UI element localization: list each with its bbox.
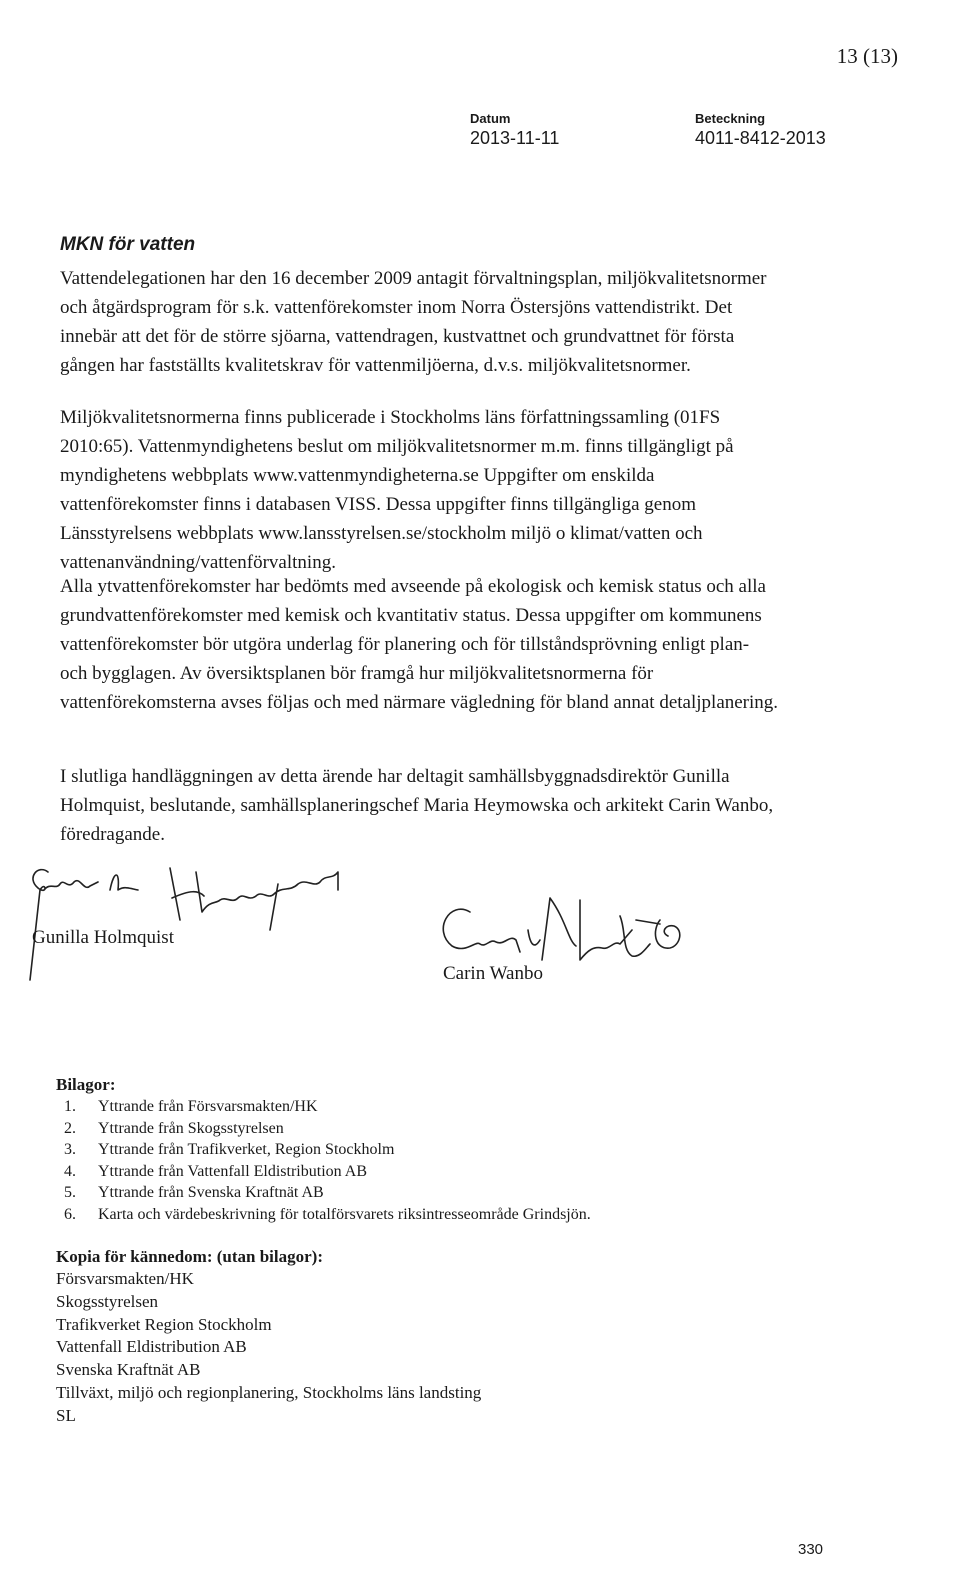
datum-label: Datum <box>470 111 511 126</box>
list-item-text: Yttrande från Skogsstyrelsen <box>98 1119 284 1137</box>
paragraph-1: Vattendelegationen har den 16 december 2009 antagit förvaltningsplan, miljökvalitetsnormer och åtgärdsprogram för s.k. vattenförekomster inom Norra Östersjöns vattendistrikt. Det innebär att det för de större sjöarna, vattendragen, kustvattnet och grundvattnet för första gången har fastställts kvalitetskrav för vattenmiljöerna, d.v.s. miljökvalitetsnormer. <box>60 268 767 376</box>
list-item <box>64 1161 591 1183</box>
kopia-list <box>56 1268 481 1428</box>
list-item-number: 5. <box>64 1184 76 1201</box>
list-item <box>64 1182 591 1204</box>
footer-page-number: 330 <box>798 1541 824 1558</box>
signature-area <box>20 860 720 1000</box>
page-number: 13 (13) <box>836 44 898 68</box>
datum-value: 2013-11-11 <box>470 128 560 148</box>
list-item-number: 2. <box>64 1119 76 1137</box>
list-item-text: Yttrande från Trafikverket, Region Stockholm <box>98 1141 395 1158</box>
bilagor-list <box>64 1096 591 1225</box>
list-item: Trafikverket Region Stockholm <box>56 1314 272 1334</box>
list-item-text: Yttrande från Vattenfall Eldistribution AB <box>98 1162 367 1180</box>
list-item <box>64 1118 591 1140</box>
paragraph-4: I slutliga handläggningen av detta ärende har deltagit samhällsbyggnadsdirektör Gunilla Holmquist, beslutande, samhällsplaneringschef Maria Heymowska och arkitekt Carin Wanbo, föredragande. <box>60 766 774 845</box>
signature-holmquist <box>30 868 338 980</box>
paragraph-3: Alla ytvattenförekomster har bedömts med avseende på ekologisk och kemisk status och alla grundvattenförekomster med kemisk och kvantitativ status. Dessa uppgifter om kommunens vattenförekomster bör utgöra underlag för planering och för tillståndsprövning enligt plan- och bygglagen. Av översiktsplanen bör framgå hur miljökvalitetsnormerna för vattenförekomsterna avses följas och med närmare vägledning för bland annat detaljplanering. <box>60 576 779 713</box>
list-item <box>64 1204 591 1226</box>
list-item <box>64 1096 591 1118</box>
list-item <box>64 1139 591 1161</box>
list-item-number: 3. <box>64 1141 76 1158</box>
signer-name-holmquist: Gunilla Holmquist <box>32 927 174 948</box>
beteckning-value: 4011-8412-2013 <box>695 128 826 148</box>
list-item: Svenska Kraftnät AB <box>56 1360 201 1380</box>
list-item-text: Karta och värdebeskrivning för totalförsvarets riksintresseområde Grindsjön. <box>98 1205 591 1223</box>
list-item: SL <box>56 1405 76 1425</box>
beteckning-block <box>695 111 826 149</box>
bilagor-heading: Bilagor: <box>56 1075 116 1094</box>
list-item-number: 6. <box>64 1205 76 1223</box>
list-item: Tillväxt, miljö och regionplanering, Stockholms läns landsting <box>56 1382 482 1402</box>
list-item-text: Yttrande från Försvarsmakten/HK <box>98 1098 318 1115</box>
section-title: MKN för vatten <box>60 234 196 255</box>
signature-wanbo <box>443 898 680 960</box>
list-item: Vattenfall Eldistribution AB <box>56 1337 247 1357</box>
signer-name-wanbo: Carin Wanbo <box>443 963 543 984</box>
list-item: Försvarsmakten/HK <box>56 1269 194 1288</box>
list-item-text: Yttrande från Svenska Kraftnät AB <box>98 1184 324 1201</box>
list-item-number: 1. <box>64 1098 76 1115</box>
paragraph-2: Miljökvalitetsnormerna finns publicerade i Stockholms läns författningssamling (01FS 2010:65). Vattenmyndighetens beslut om miljökvalitetsnormer m.m. finns tillgängligt på myndighetens webbplats www.vattenmyndigheterna.se Uppgifter om enskilda vattenförekomster finns i databasen VISS. Dessa uppgifter finns tillgängliga genom Länsstyrelsens webbplats www.lansstyrelsen.se/stockholm miljö o klimat/vatten och vattenanvändning/vattenförvaltning. <box>60 407 734 573</box>
datum-block <box>470 111 559 149</box>
kopia-heading: Kopia för kännedom: (utan bilagor): <box>56 1247 323 1266</box>
beteckning-label: Beteckning <box>695 111 766 126</box>
list-item-number: 4. <box>64 1162 76 1180</box>
list-item: Skogsstyrelsen <box>56 1291 158 1311</box>
